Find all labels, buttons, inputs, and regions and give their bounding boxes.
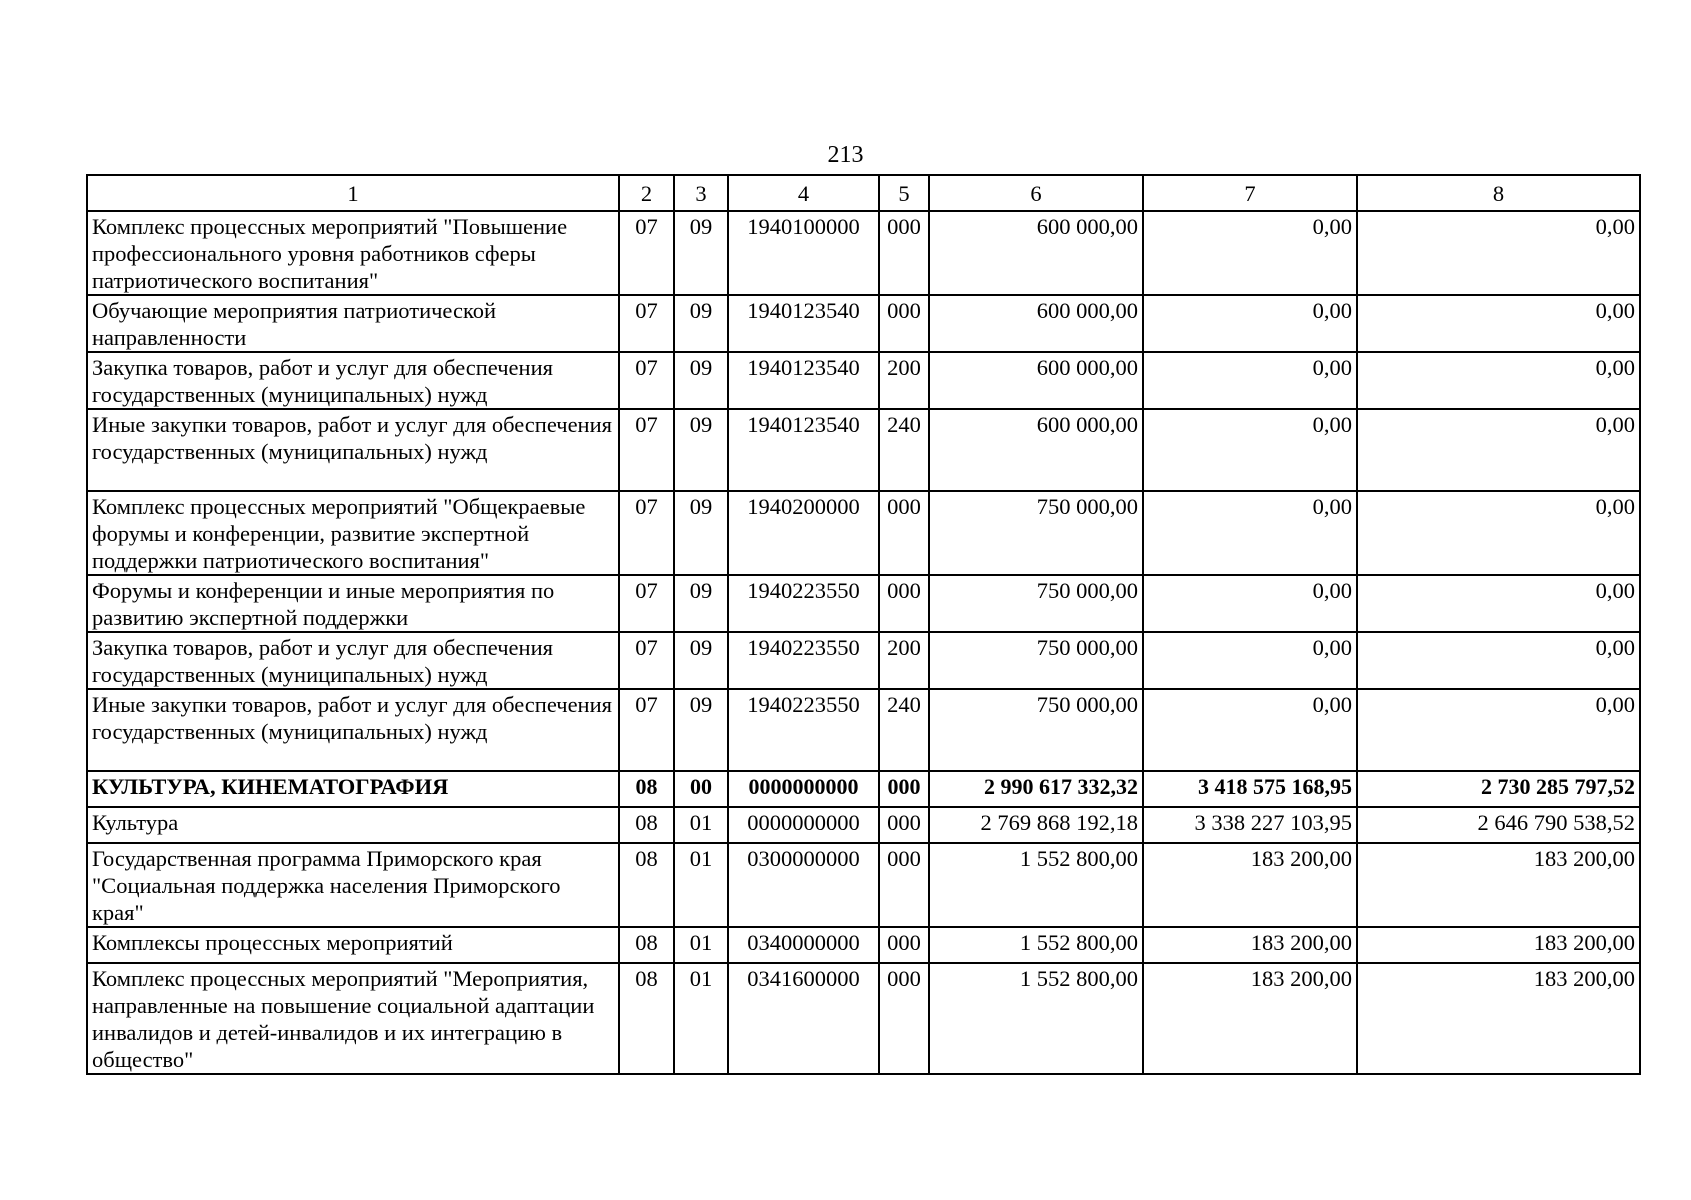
row-name: Государственная программа Приморского края "Социальная поддержка населения Приморского края"	[87, 843, 619, 927]
page-number: 213	[827, 142, 864, 168]
table-row	[87, 295, 1640, 352]
column-header: 7	[1143, 175, 1357, 211]
subsection-code: 09	[674, 689, 728, 771]
amount-col-8: 2 730 285 797,52	[1357, 771, 1640, 807]
section-code: 07	[619, 632, 674, 689]
amount-col-7: 0,00	[1143, 491, 1357, 575]
column-header: 5	[879, 175, 929, 211]
target-article-code: 0340000000	[728, 927, 879, 963]
subsection-code: 01	[674, 927, 728, 963]
subsection-code: 00	[674, 771, 728, 807]
amount-col-7: 3 418 575 168,95	[1143, 771, 1357, 807]
amount-col-8: 0,00	[1357, 491, 1640, 575]
subsection-code: 09	[674, 409, 728, 491]
amount-col-8: 2 646 790 538,52	[1357, 807, 1640, 843]
amount-col-8: 0,00	[1357, 409, 1640, 491]
amount-col-8: 0,00	[1357, 632, 1640, 689]
target-article-code: 1940123540	[728, 409, 879, 491]
target-article-code: 1940200000	[728, 491, 879, 575]
column-header: 3	[674, 175, 728, 211]
row-name: Комплекс процессных мероприятий "Мероприятия, направленные на повышение социальной адаптации инвалидов и детей-инвалидов и их интеграцию в общество"	[87, 963, 619, 1074]
row-name: Закупка товаров, работ и услуг для обеспечения государственных (муниципальных) нужд	[87, 632, 619, 689]
row-name: Закупка товаров, работ и услуг для обеспечения государственных (муниципальных) нужд	[87, 352, 619, 409]
expense-type-code: 000	[879, 575, 929, 632]
section-code: 08	[619, 963, 674, 1074]
subsection-code: 09	[674, 295, 728, 352]
table-body	[87, 211, 1640, 1074]
expense-type-code: 000	[879, 771, 929, 807]
amount-col-7: 183 200,00	[1143, 963, 1357, 1074]
column-header: 6	[929, 175, 1143, 211]
amount-col-7: 0,00	[1143, 689, 1357, 771]
subsection-code: 01	[674, 963, 728, 1074]
amount-col-6: 750 000,00	[929, 575, 1143, 632]
table-row	[87, 963, 1640, 1074]
amount-col-6: 750 000,00	[929, 491, 1143, 575]
amount-col-7: 0,00	[1143, 211, 1357, 295]
target-article-code: 1940100000	[728, 211, 879, 295]
row-name: Комплекс процессных мероприятий "Повышение профессионального уровня работников сферы патриотического воспитания"	[87, 211, 619, 295]
amount-col-6: 2 990 617 332,32	[929, 771, 1143, 807]
amount-col-7: 183 200,00	[1143, 927, 1357, 963]
expense-type-code: 000	[879, 491, 929, 575]
amount-col-6: 1 552 800,00	[929, 963, 1143, 1074]
table-row	[87, 689, 1640, 771]
row-name: Иные закупки товаров, работ и услуг для обеспечения государственных (муниципальных) нужд	[87, 409, 619, 491]
row-name: Иные закупки товаров, работ и услуг для обеспечения государственных (муниципальных) нужд	[87, 689, 619, 771]
amount-col-8: 0,00	[1357, 689, 1640, 771]
column-number-row	[87, 175, 1640, 211]
row-name: Обучающие мероприятия патриотической направленности	[87, 295, 619, 352]
amount-col-7: 0,00	[1143, 352, 1357, 409]
table-row	[87, 807, 1640, 843]
section-code: 07	[619, 575, 674, 632]
expense-type-code: 240	[879, 409, 929, 491]
table-row	[87, 843, 1640, 927]
target-article-code: 1940123540	[728, 352, 879, 409]
amount-col-8: 0,00	[1357, 211, 1640, 295]
amount-col-8: 0,00	[1357, 295, 1640, 352]
table-row	[87, 352, 1640, 409]
amount-col-8: 183 200,00	[1357, 927, 1640, 963]
amount-col-6: 1 552 800,00	[929, 843, 1143, 927]
amount-col-6: 600 000,00	[929, 352, 1143, 409]
expense-type-code: 000	[879, 211, 929, 295]
amount-col-7: 183 200,00	[1143, 843, 1357, 927]
section-code: 07	[619, 409, 674, 491]
target-article-code: 0300000000	[728, 843, 879, 927]
table-row	[87, 491, 1640, 575]
target-article-code: 0000000000	[728, 807, 879, 843]
amount-col-6: 1 552 800,00	[929, 927, 1143, 963]
subsection-code: 09	[674, 632, 728, 689]
expense-type-code: 000	[879, 927, 929, 963]
subsection-code: 09	[674, 491, 728, 575]
subsection-code: 09	[674, 211, 728, 295]
target-article-code: 1940123540	[728, 295, 879, 352]
expense-type-code: 000	[879, 843, 929, 927]
section-code: 07	[619, 491, 674, 575]
table-row	[87, 409, 1640, 491]
section-code: 07	[619, 689, 674, 771]
target-article-code: 1940223550	[728, 632, 879, 689]
row-name: Комплекс процессных мероприятий "Общекраевые форумы и конференции, развитие экспертной поддержки патриотического воспитания"	[87, 491, 619, 575]
section-code: 07	[619, 295, 674, 352]
section-code: 08	[619, 843, 674, 927]
column-header: 4	[728, 175, 879, 211]
amount-col-8: 0,00	[1357, 575, 1640, 632]
target-article-code: 0000000000	[728, 771, 879, 807]
row-name: Культура	[87, 807, 619, 843]
subsection-code: 09	[674, 352, 728, 409]
amount-col-7: 3 338 227 103,95	[1143, 807, 1357, 843]
subsection-code: 01	[674, 843, 728, 927]
expense-type-code: 000	[879, 295, 929, 352]
target-article-code: 1940223550	[728, 689, 879, 771]
table-row	[87, 211, 1640, 295]
amount-col-6: 600 000,00	[929, 295, 1143, 352]
amount-col-7: 0,00	[1143, 632, 1357, 689]
table-row	[87, 575, 1640, 632]
amount-col-6: 600 000,00	[929, 211, 1143, 295]
expense-type-code: 200	[879, 352, 929, 409]
row-name: Форумы и конференции и иные мероприятия по развитию экспертной поддержки	[87, 575, 619, 632]
table-row	[87, 632, 1640, 689]
amount-col-7: 0,00	[1143, 295, 1357, 352]
amount-col-8: 183 200,00	[1357, 843, 1640, 927]
expense-type-code: 000	[879, 963, 929, 1074]
section-code: 07	[619, 352, 674, 409]
row-name: Комплексы процессных мероприятий	[87, 927, 619, 963]
section-code: 08	[619, 927, 674, 963]
column-header: 2	[619, 175, 674, 211]
target-article-code: 0341600000	[728, 963, 879, 1074]
section-code: 07	[619, 211, 674, 295]
subsection-code: 09	[674, 575, 728, 632]
column-header: 8	[1357, 175, 1640, 211]
amount-col-6: 2 769 868 192,18	[929, 807, 1143, 843]
expense-type-code: 000	[879, 807, 929, 843]
section-code: 08	[619, 807, 674, 843]
amount-col-8: 0,00	[1357, 352, 1640, 409]
amount-col-7: 0,00	[1143, 575, 1357, 632]
expense-type-code: 240	[879, 689, 929, 771]
amount-col-7: 0,00	[1143, 409, 1357, 491]
row-name: КУЛЬТУРА, КИНЕМАТОГРАФИЯ	[87, 771, 619, 807]
amount-col-6: 750 000,00	[929, 632, 1143, 689]
amount-col-6: 600 000,00	[929, 409, 1143, 491]
table-row	[87, 927, 1640, 963]
budget-table	[86, 174, 1641, 1075]
expense-type-code: 200	[879, 632, 929, 689]
target-article-code: 1940223550	[728, 575, 879, 632]
amount-col-6: 750 000,00	[929, 689, 1143, 771]
subsection-code: 01	[674, 807, 728, 843]
column-header: 1	[87, 175, 619, 211]
table-row	[87, 771, 1640, 807]
amount-col-8: 183 200,00	[1357, 963, 1640, 1074]
section-code: 08	[619, 771, 674, 807]
